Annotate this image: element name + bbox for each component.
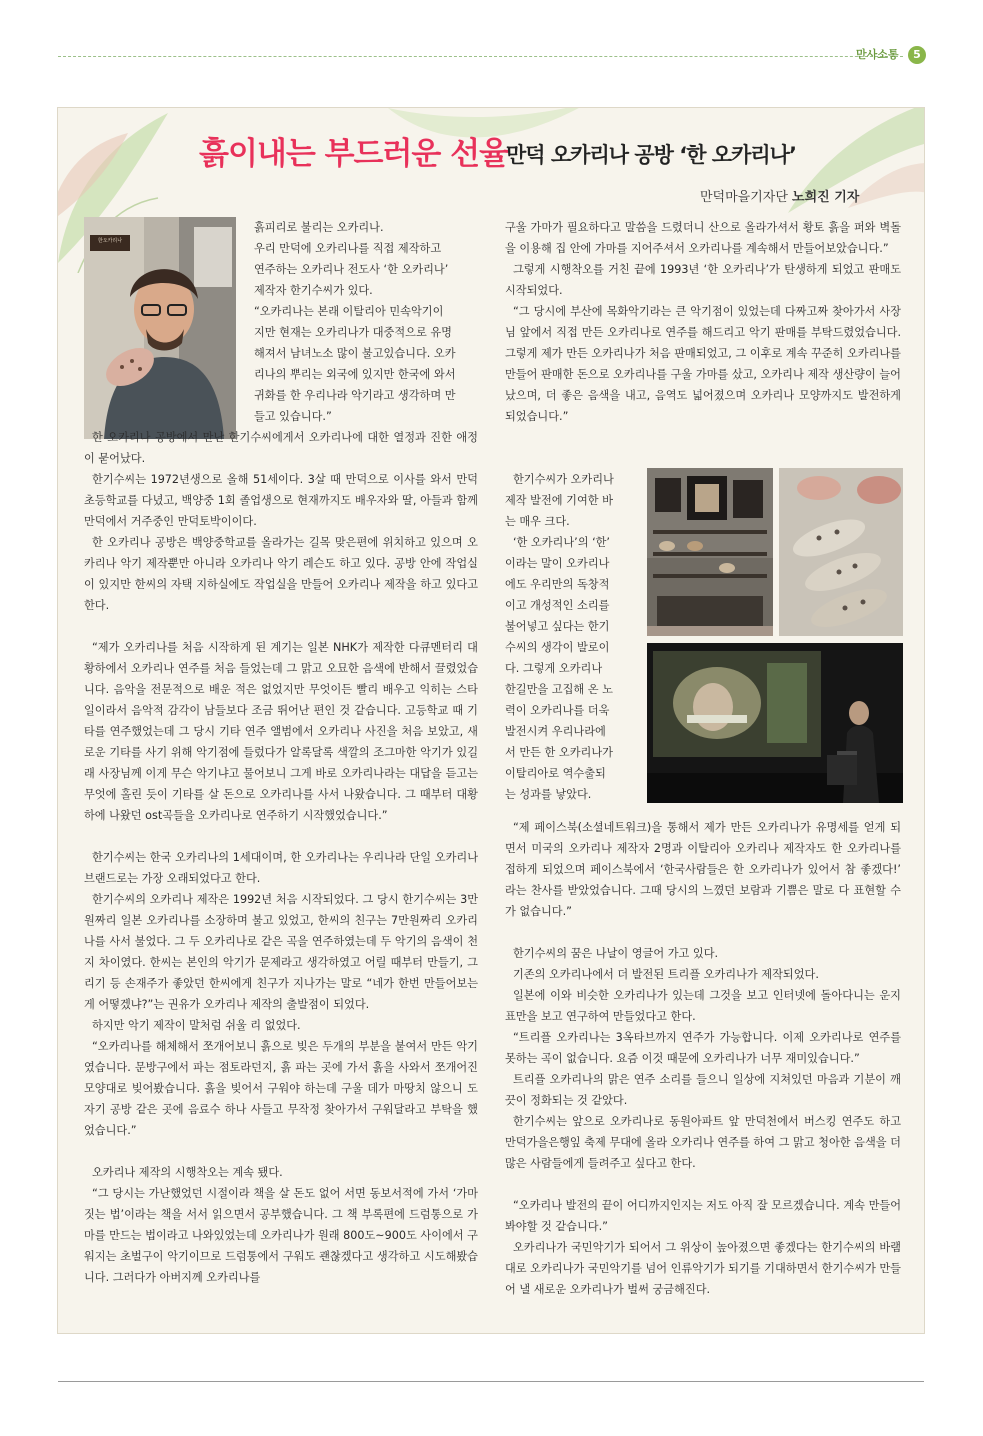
intro-column <box>246 217 478 427</box>
intro-line: 리나의 뿌리는 외국에 있지만 한국에 와서 <box>254 368 456 381</box>
right-narrow-column <box>505 469 635 805</box>
paragraph: 기존의 오카리나에서 더 발전된 트리플 오카리나가 제작되었다. <box>513 968 819 981</box>
narrow-line: 불어넣고 싶다는 한기 <box>505 620 610 633</box>
narrow-line: 한기수씨가 오카리나 <box>513 473 614 486</box>
paragraph: 한기수씨의 오카리나 제작은 1992년 처음 시작되었다. 그 당시 한기수씨는 3만원짜리 일본 오카리나를 소장하며 불고 있었고, 한씨의 친구는 7만원짜리 오카리나를 사서 불었다. 그 두 오카리나로 같은 곡을 연주하였는데 두 악기의 음색이 천지 차이였다. 한씨는 본인의 악기가 문제라고 생각하였고 어릴 때부터 만들기, 그리기 등 손재주가 좋았던 한씨에게 친구가 지나가는 말로 “네가 한번 만들어보는게 어떻겠냐?”는 권유가 오카리나 제작의 출발점이 되었다. <box>84 893 478 1011</box>
paragraph: 하지만 악기 제작이 말처럼 쉬울 리 없었다. <box>92 1019 301 1032</box>
paragraph: “제 페이스북(소셜네트워크)을 통해서 제가 만든 오카리나가 유명세를 얻게 되면서 미국의 오카리나 제작자 2명과 이탈리아 오카리나 제작자도 한 오카리나를 접하게 되었으며 페이스북에서 ‘한국사람들은 한 오카리나가 있어서 참 좋겠다!’ 라는 찬사를 받았었습니다. 그때 당시의 느꼈던 보람과 기쁨은 말로 다 표현할 수가 없습니다.” <box>505 821 901 918</box>
article-title: 흙이내는 부드러운 선율 <box>199 136 509 172</box>
intro-line: 흙피리로 불리는 오카리나. <box>254 221 384 234</box>
narrow-line: 력이 오카리나를 더욱 <box>505 704 610 717</box>
paragraph: 그렇게 시행착오를 거친 끝에 1993년 ‘한 오카리나’가 탄생하게 되었고 판매도 시작되었다. <box>505 263 901 297</box>
paragraph: 한기수씨의 꿈은 나날이 영글어 가고 있다. <box>513 947 719 960</box>
intro-line: 해져서 남녀노소 많이 불고있습니다. 오카 <box>254 347 456 360</box>
right-column-top <box>505 217 901 427</box>
narrow-line: 에도 우리만의 독창적 <box>505 578 610 591</box>
ocarina-pieces-photo <box>779 468 903 636</box>
narrow-line: 제작 발전에 기여한 바 <box>505 494 613 507</box>
paragraph: 트리플 오카리나의 맑은 연주 소리를 들으니 일상에 지쳐있던 마음과 기분이 깨끗이 정화되는 것 같았다. <box>505 1073 901 1107</box>
byline <box>700 186 859 205</box>
paragraph: “그 당시는 가난했었던 시절이라 책을 살 돈도 없어 서면 동보서적에 가서 ‘가마짓는 법’이라는 책을 서서 읽으면서 공부했습니다. 그 책 부록편에 드럼통으로 가마를 만드는 법이라고 나와있었는데 오카리나가 원래 800도~900도 사이에서 구워지는 초벌구이 악기이므로 드럼통에서 구워도 괜찮겠다고 생각하고 시도해봤습니다. 그러다가 아버지께 오카리나를 <box>84 1187 478 1284</box>
paragraph: 한 오카리나 공방에서 만난 한기수씨에게서 오카리나에 대한 열정과 진한 애정이 묻어났다. <box>84 431 478 465</box>
intro-line: “오카리나는 본래 이탈리아 민속악기이 <box>254 305 444 318</box>
right-column-bottom <box>505 817 901 1300</box>
paragraph: 오카리나가 국민악기가 되어서 그 위상이 높아졌으면 좋겠다는 한기수씨의 바램대로 오카리나가 국민악기를 넘어 인류악기가 되기를 기대하면서 한기수씨가 만들어 낼 새로운 오카리나가 벌써 궁금해진다. <box>505 1241 901 1296</box>
paragraph: “제가 오카리나를 처음 시작하게 된 계기는 일본 NHK가 제작한 다큐멘터리 대황하에서 오카리나 연주를 처음 들었는데 그 맑고 오묘한 음색에 반해서 끌렸었습니다. 음악을 전문적으로 배운 적은 없었지만 무엇이든 빨리 배우고 익히는 스타일이라서 음악적 감각이 남들보다 조금 뛰어난 편인 것 같습니다. 고등학교 때 기타를 연주했었는데 그 당시 기타 연주 앨범에서 오카리나 사진을 처음 보았고, 새로운 기타를 사기 위해 악기점에 들렀다가 알록달록 색깔의 조그마한 악기가 있길래 사장님께 이게 무슨 악기냐고 물어보니 그게 바로 오카리나라는 대답을 듣고는 무엇에 홀린 듯이 기타를 살 돈으로 오카리나를 사서 나왔습니다. 그 때부터 대황하에 나왔던 ost곡들을 오카리나로 연주하기 시작했었습니다.” <box>84 641 478 822</box>
paragraph: 한기수씨는 앞으로 오카리나로 동원아파트 앞 만덕천에서 버스킹 연주도 하고 만덕가을은행잎 축제 무대에 올라 오카리나 연주를 하여 그 맑고 청아한 음색을 더 많은 사람들에게 들려주고 싶다고 한다. <box>505 1115 901 1170</box>
narrow-line: 이라는 말이 오카리나 <box>505 557 610 570</box>
narrow-line: 는 매우 크다. <box>505 515 570 528</box>
paragraph: 오카리나 제작의 시행착오는 계속 됐다. <box>92 1166 283 1179</box>
page-number-badge: 5 <box>908 46 926 64</box>
paragraph: 일본에 이와 비슷한 오카리나가 있는데 그것을 보고 인터넷에 돌아다니는 운지표만을 보고 연구하여 만들었다고 한다. <box>505 989 901 1023</box>
intro-line: 제작자 한기수씨가 있다. <box>254 284 373 297</box>
left-column <box>84 427 478 1288</box>
portrait-sign-text: 한오카리나 <box>97 238 123 244</box>
narrow-line: 다. 그렇게 오카리나 <box>505 662 603 675</box>
paragraph: “오카리나를 해체해서 쪼개어보니 흙으로 빚은 두개의 부분을 붙여서 만든 악기였습니다. 문방구에서 파는 점토라던지, 흙 파는 곳에 가서 흙을 사와서 쪼개어진 모양대로 빚어봤습니다. 흙을 빚어서 구워야 하는데 구울 데가 마땅치 않으니 도자기 공방 같은 곳에 음료수 하나 사들고 무작정 찾아가서 구워달라고 부탁을 했었습니다.” <box>84 1040 478 1137</box>
byline-prefix: 만덕마을기자단 <box>700 190 788 205</box>
narrow-line: 는 성과를 낳았다. <box>505 788 592 801</box>
intro-line: 지만 현재는 오카리나가 대중적으로 유명 <box>254 326 452 339</box>
narrow-line: 수씨의 생각이 발로이 <box>505 641 610 654</box>
narrow-line: ‘한 오카리나’의 ‘한’ <box>513 536 610 549</box>
narrow-line: 이탈리아로 역수출되 <box>505 767 606 780</box>
workshop-photo <box>647 468 773 636</box>
paragraph: “그 당시에 부산에 목화악기라는 큰 악기점이 있었는데 다짜고짜 찾아가서 사장님 앞에서 직접 만든 오카리나로 연주를 해드리고 악기 판매를 부탁드렸었습니다. 그렇게 제가 만든 오카리나가 처음 판매되었고, 그 이후로 계속 꾸준히 오카리나를 만들어 판매한 돈으로 오카리나를 구울 가마를 샀고, 오카리나 제작 생산량이 늘어났으며, 더 좋은 음색을 내고, 음역도 넓어졌으며 오카리나 모양까지도 발전하게 되었습니다.” <box>505 305 901 423</box>
paragraph: “오카리나 발전의 끝이 어디까지인지는 저도 아직 잘 모르겠습니다. 계속 만들어 봐야할 것 같습니다.” <box>505 1199 901 1233</box>
paragraph: 구울 가마가 필요하다고 말씀을 드렸더니 산으로 올라가셔서 황토 흙을 퍼와 벽돌을 이용해 집 안에 가마를 지어주셔서 오카리나를 계속해서 만들어보았습니다.” <box>505 221 901 255</box>
paragraph: “트리플 오카리나는 3옥타브까지 연주가 가능합니다. 이제 오카리나로 연주를 못하는 곡이 없습니다. 요즘 이것 때문에 오카리나가 너무 재미있습니다.” <box>505 1031 901 1065</box>
portrait-photo <box>84 217 236 439</box>
byline-reporter: 노희진 기자 <box>792 190 860 205</box>
intro-line: 들고 있습니다.” <box>254 410 332 423</box>
intro-line: 귀화를 한 우리나라 악기라고 생각하며 만 <box>254 389 456 402</box>
paragraph: 한기수씨는 1972년생으로 올해 51세이다. 3살 때 만덕으로 이사를 와서 만덕초등학교를 다녔고, 백양중 1회 졸업생으로 현재까지도 배우자와 딸, 아들과 함께 만덕에서 거주중인 만덕토박이이다. <box>84 473 478 528</box>
narrow-line: 발전시켜 우리나라에 <box>505 725 606 738</box>
article-subtitle: 만덕 오카리나 공방 ‘한 오카리나’ <box>506 143 796 167</box>
narrow-line: 이고 개성적인 소리를 <box>505 599 610 612</box>
paragraph: 한 오카리나 공방은 백양중학교를 올라가는 길목 맞은편에 위치하고 있으며 오카리나 악기 제작뿐만 아니라 오카리나 악기 레슨도 하고 있다. 공방 안에 작업실이 있지만 한씨의 자택 지하실에도 작업실을 만들어 오카리나 제작을 하고 있다고 한다. <box>84 536 478 612</box>
narrow-line: 서 만든 한 오카리나가 <box>505 746 613 759</box>
header-divider <box>58 56 903 57</box>
intro-line: 연주하는 오카리나 전도사 ‘한 오카리나’ <box>254 263 449 276</box>
intro-line: 우리 만덕에 오카리나를 직접 제작하고 <box>254 242 442 255</box>
section-brand: 만사소통 <box>856 48 899 61</box>
footer-divider <box>58 1381 924 1382</box>
narrow-line: 한길만을 고집해 온 노 <box>505 683 613 696</box>
performance-photo <box>647 643 903 803</box>
paragraph: 한기수씨는 한국 오카리나의 1세대이며, 한 오카리나는 우리나라 단일 오카리나 브랜드로는 가장 오래되었다고 한다. <box>84 851 478 885</box>
